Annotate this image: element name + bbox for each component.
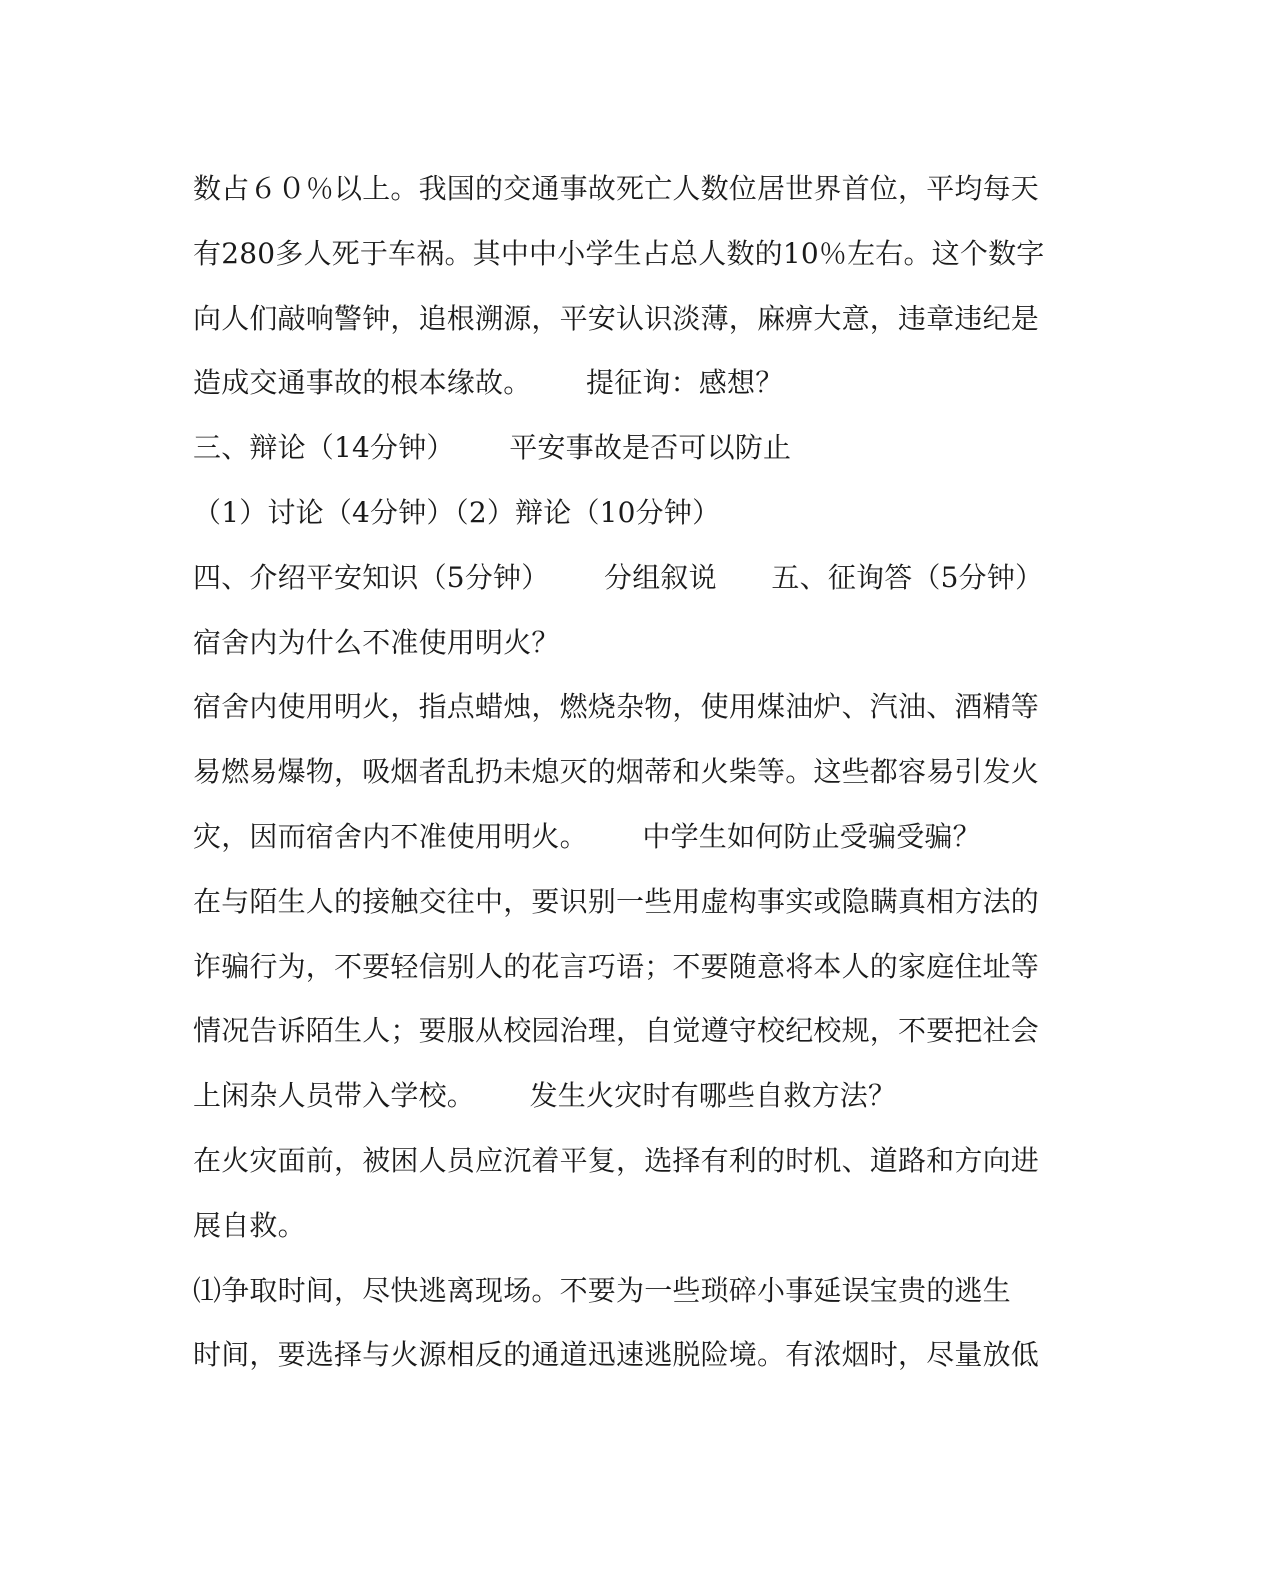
text-line: 易燃易爆物，吸烟者乱扔未熄灭的烟蒂和火柴等。这些都容易引发火 [193,755,1040,789]
text-line: 上闲杂人员带入学校。 发生火灾时有哪些自救方法？ [193,1079,897,1113]
text-line: 造成交通事故的根本缘故。 提征询：感想？ [193,366,784,400]
text-line: 在与陌生人的接触交往中，要识别一些用虚构事实或隐瞒真相方法的 [193,884,1040,918]
section-heading-knowledge: 四、介绍平安知识（5分钟） 分组叙说 五、征询答（5分钟） [193,560,1044,594]
text-line: 展自救。 [193,1208,306,1242]
text-line: （1）讨论（4分钟）（2）辩论（10分钟） [193,495,721,529]
text-line: 数占６０％以上。我国的交通事故死亡人数位居世界首位，平均每天 [193,172,1040,205]
text-line: 向人们敲响警钟，追根溯源，平安认识淡薄，麻痹大意，违章违纪是 [193,301,1040,335]
text-line: 灾，因而宿舍内不准使用明火。 中学生如何防止受骗受骗？ [193,819,981,853]
text-line: ⑴争取时间，尽快逃离现场。不要为一些琐碎小事延误宝贵的逃生 [193,1273,1011,1307]
section-heading-debate: 三、辩论（14分钟） 平安事故是否可以防止 [193,431,792,465]
text-line: 时间，要选择与火源相反的通道迅速逃脱险境。有浓烟时，尽量放低 [193,1338,1040,1372]
text-line: 宿舍内使用明火，指点蜡烛，燃烧杂物，使用煤油炉、汽油、酒精等 [193,690,1040,724]
text-line: 在火灾面前，被困人员应沉着平复，选择有利的时机、道路和方向进 [193,1143,1040,1177]
text-line: 情况告诉陌生人；要服从校园治理，自觉遵守校纪校规，不要把社会 [193,1014,1040,1048]
question-line: 宿舍内为什么不准使用明火？ [193,625,560,659]
text-line: 有280多人死于车祸。其中中小学生占总人数的10％左右。这个数字 [193,236,1045,270]
body-text [193,165,1073,1396]
text-line: 诈骗行为，不要轻信别人的花言巧语；不要随意将本人的家庭住址等 [193,949,1040,983]
